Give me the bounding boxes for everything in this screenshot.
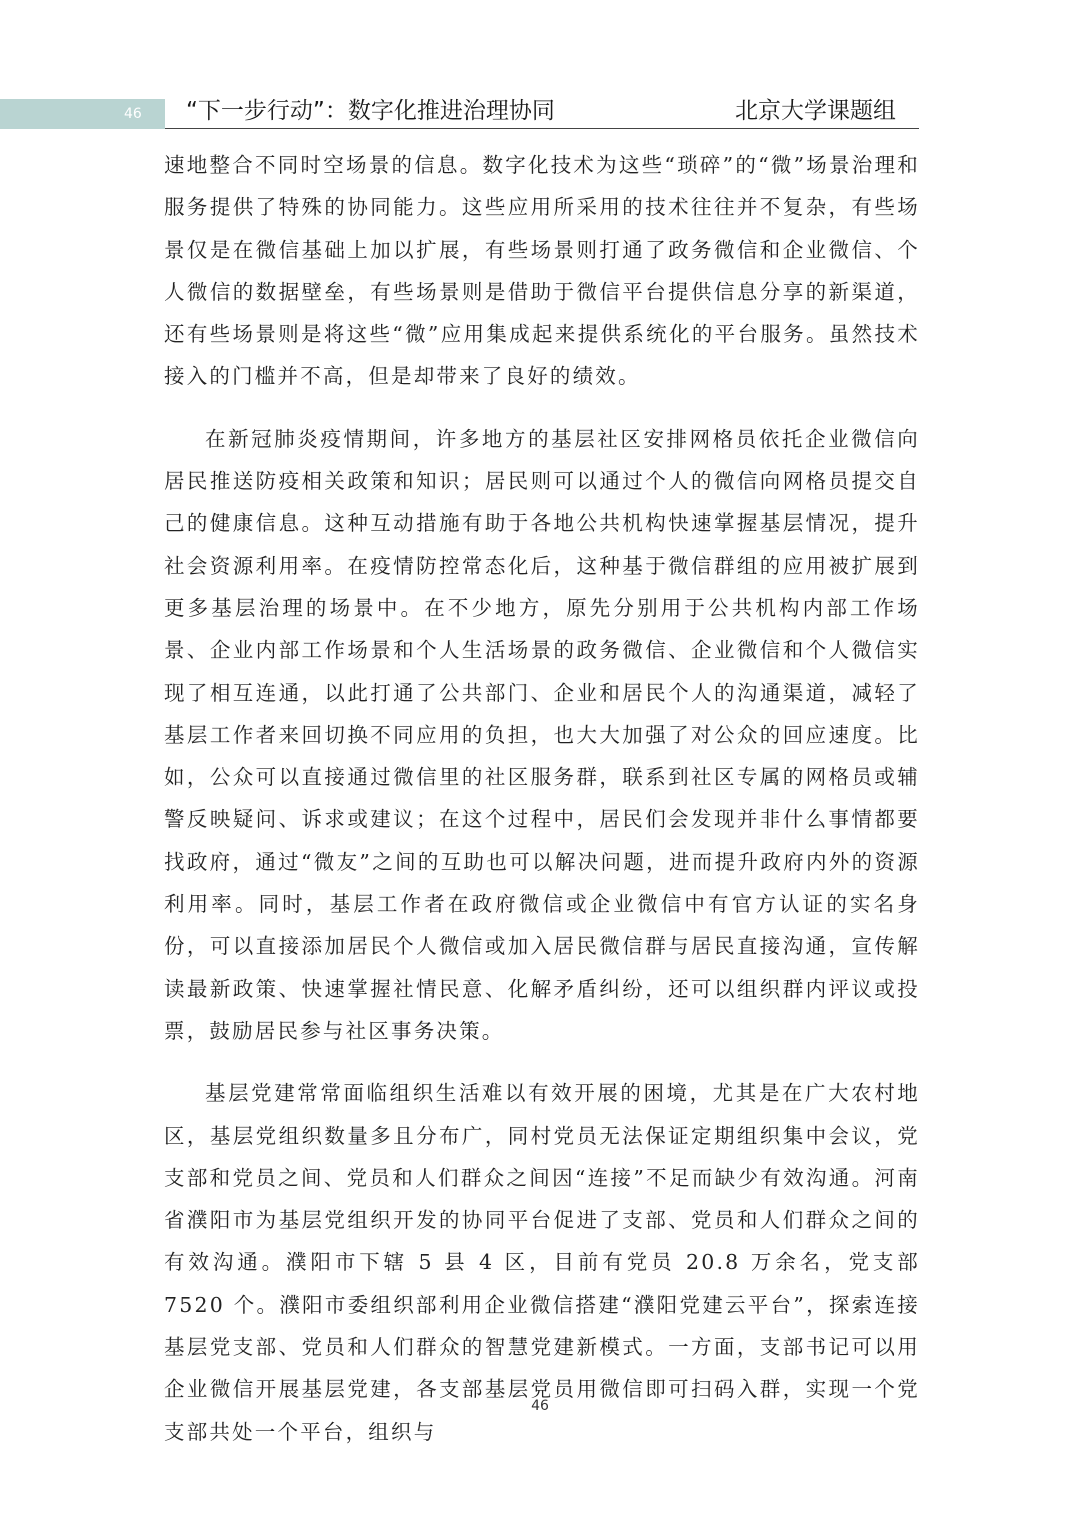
- header-divider: [165, 128, 919, 129]
- paragraph: 基层党建常常面临组织生活难以有效开展的困境，尤其是在广大农村地区，基层党组织数量多且分布广，同村党员无法保证定期组织集中会议，党支部和党员之间、党员和人们群众之间因“连接”不足而缺少有效沟通。河南省濮阳市为基层党组织开发的协同平台促进了支部、党员和人们群众之间的有效沟通。濮阳市下辖 5 县 4 区，目前有党员 20.8 万余名，党支部 7520 个。濮阳市委组织部利用企业微信搭建“濮阳党建云平台”，探索连接基层党支部、党员和人们群众的智慧党建新模式。一方面，支部书记可以用企业微信开展基层党建，各支部基层党员用微信即可扫码入群，实现一个党支部共处一个平台，组织与: [164, 1081, 920, 1444]
- body-text: [164, 144, 920, 1453]
- header-page-number: 46: [124, 106, 142, 122]
- paragraph-continued: 速地整合不同时空场景的信息。数字化技术为这些“琐碎”的“微”场景治理和服务提供了特殊的协同能力。这些应用所采用的技术往往并不复杂，有些场景仅是在微信基础上加以扩展，有些场景则打通了政务微信和企业微信、个人微信的数据壁垒，有些场景则是借助于微信平台提供信息分享的新渠道，还有些场景则是将这些“微”应用集成起来提供系统化的平台服务。虽然技术接入的门槛并不高，但是却带来了良好的绩效。: [164, 153, 920, 389]
- paragraph: 在新冠肺炎疫情期间，许多地方的基层社区安排网格员依托企业微信向居民推送防疫相关政策和知识；居民则可以通过个人的微信向网格员提交自己的健康信息。这种互动措施有助于各地公共机构快速掌握基层情况，提升社会资源利用率。在疫情防控常态化后，这种基于微信群组的应用被扩展到更多基层治理的场景中。在不少地方，原先分别用于公共机构内部工作场景、企业内部工作场景和个人生活场景的政务微信、企业微信和个人微信实现了相互连通，以此打通了公共部门、企业和居民个人的沟通渠道，减轻了基层工作者来回切换不同应用的负担，也大大加强了对公众的回应速度。比如，公众可以直接通过微信里的社区服务群，联系到社区专属的网格员或辅警反映疑问、诉求或建议；在这个过程中，居民们会发现并非什么事情都要找政府，通过“微友”之间的互助也可以解决问题，进而提升政府内外的资源利用率。同时，基层工作者在政府微信或企业微信中有官方认证的实名身份，可以直接添加居民个人微信或加入居民微信群与居民直接沟通，宣传解读最新政策、快速掌握社情民意、化解矛盾纠纷，还可以组织群内评议或投票，鼓励居民参与社区事务决策。: [164, 426, 920, 1043]
- footer-page-number: 46: [531, 1398, 549, 1414]
- running-header-title: “下一步行动”：数字化推进治理协同: [186, 98, 555, 124]
- running-header-author: 北京大学课题组: [735, 98, 896, 124]
